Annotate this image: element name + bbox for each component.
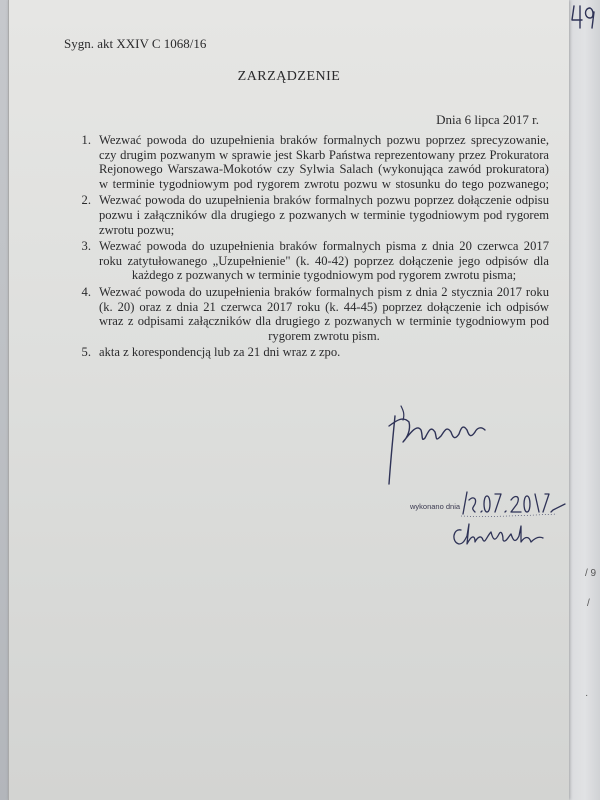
item-number: 1. — [81, 133, 91, 147]
list-item — [69, 285, 549, 343]
list-item — [69, 345, 549, 360]
document-date: Dnia 6 lipca 2017 r. — [436, 112, 539, 127]
handwritten-initials — [447, 518, 547, 552]
item-line: czy drugim pozwanym w sprawie jest Skarb Państwa reprezentowany przez Prokuratora — [99, 147, 549, 162]
executed-date-label: wykonano dnia — [410, 502, 461, 511]
item-line: wraz z odpisami załączników dla drugiego z pozwanych w terminie tygodniowym pod — [99, 314, 549, 329]
handwritten-folio-number — [568, 2, 598, 32]
edge-mark: · — [585, 690, 589, 701]
edge-mark: / 9 — [585, 568, 597, 579]
item-line: zwrotu pozwu; — [99, 222, 175, 237]
document-title: ZARZĄDZENIE — [237, 69, 341, 84]
item-line: akta z korespondencją lub za 21 dni wraz z zpo. — [99, 345, 341, 360]
item-line: Wezwać powoda do uzupełnienia braków formalnych pozwu poprzez sprecyzowanie, — [99, 133, 549, 147]
item-line: w terminie tygodniowym pod rygorem zwrotu pozwu w stosunku do tego pozwanego; — [99, 176, 549, 191]
item-number: 4. — [81, 284, 91, 299]
item-line: pozwu i załączników dla drugiego z pozwanych w terminie tygodniowym pod rygorem — [99, 207, 549, 222]
list-item — [69, 133, 549, 191]
list-item — [69, 193, 549, 237]
document-page — [8, 0, 569, 800]
item-number: 5. — [81, 345, 91, 360]
item-number: 3. — [81, 239, 91, 254]
case-number: Sygn. akt XXIV C 1068/16 — [64, 36, 207, 51]
item-line: (k. 20) oraz z dnia 21 czerwca 2017 roku (k. 44-45) poprzez dołączenie ich odpisów — [99, 299, 549, 314]
item-line: każdego z pozwanych w terminie tygodniowym pod rygorem zwrotu pisma; — [131, 268, 517, 283]
handwritten-signature — [381, 396, 501, 496]
edge-mark: / — [587, 598, 590, 609]
item-line: rygorem zwrotu pism. — [268, 328, 380, 343]
item-line: Wezwać powoda do uzupełnienia braków formalnych pisma z dnia 20 czerwca 2017 — [99, 239, 549, 254]
handwritten-date — [457, 486, 567, 520]
item-line: Wezwać powoda do uzupełnienia braków formalnych pism z dnia 2 stycznia 2017 roku — [99, 284, 549, 299]
item-number: 2. — [81, 193, 91, 208]
item-line: roku zatytułowanego „Uzupełnienie" (k. 40-42) poprzez dołączenie jego odpisów dla — [99, 253, 549, 268]
order-list — [69, 133, 549, 362]
item-line: Rejonowego Warszawa-Mokotów czy Sylwia Salach (wykonująca zawód prokuratora) — [99, 162, 549, 177]
list-item — [69, 239, 549, 283]
item-line: Wezwać powoda do uzupełnienia braków formalnych pozwu poprzez dołączenie odpisu — [99, 193, 549, 208]
